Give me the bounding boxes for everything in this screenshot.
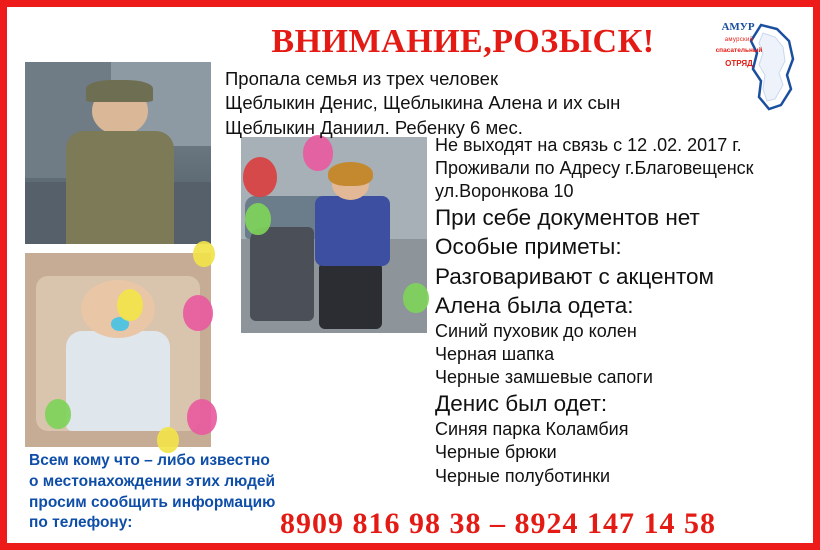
special-marks-value: Разговаривают с акцентом	[435, 263, 714, 289]
special-marks-header: Особые приметы:	[435, 234, 622, 260]
logo-sub-squad: ОТРЯД	[725, 59, 753, 68]
logo-sub-rescue: спасательный	[715, 47, 763, 54]
photo-woman-hair	[328, 162, 373, 186]
balloon-icon	[183, 295, 213, 331]
balloon-icon	[117, 289, 143, 321]
details-text	[435, 134, 815, 488]
balloon-icon	[193, 241, 215, 267]
missing-family-text	[225, 67, 625, 140]
appeal-line-1: Всем кому что – либо известно	[29, 452, 270, 469]
denis-clothing-item: Черные полуботинки	[435, 465, 611, 486]
photo-man-cap	[86, 80, 153, 102]
photo-missing-man	[25, 62, 211, 244]
balloon-icon	[243, 157, 277, 197]
alena-clothing-item: Черная шапка	[435, 344, 555, 365]
last-contact-line: Не выходят на связь с 12 .02. 2017 г.	[435, 135, 742, 155]
logo-sub-amurskiy: амурский	[724, 37, 754, 43]
photo-woman-shirt	[315, 196, 389, 267]
contact-phone-numbers: 8909 816 98 38 – 8924 147 14 58	[280, 507, 716, 540]
no-documents-line: При себе документов нет	[435, 205, 700, 231]
balloon-icon	[303, 135, 333, 171]
balloon-icon	[187, 399, 217, 435]
alena-clothing-item: Синий пуховик до колен	[435, 321, 637, 342]
denis-clothing-item: Черные брюки	[435, 442, 557, 463]
photo-woman-stroller	[250, 227, 313, 321]
photo-woman-pants	[319, 262, 382, 329]
photo-baby-body	[66, 331, 170, 432]
denis-clothing-item: Синяя парка Коламбия	[435, 419, 629, 440]
logo-name: АМУР	[721, 21, 755, 33]
missing-line-3: Щеблыкин Даниил. Ребенку 6 мес.	[225, 116, 523, 138]
balloon-icon	[157, 427, 179, 453]
alena-clothing-item: Черные замшевые сапоги	[435, 367, 653, 388]
balloon-icon	[403, 283, 429, 313]
balloon-icon	[45, 399, 71, 429]
amur-rescue-logo	[703, 19, 799, 115]
appeal-line-3: просим сообщить информацию	[29, 493, 276, 511]
missing-line-1: Пропала семья из трех человек	[225, 68, 499, 89]
photo-man-uniform	[66, 131, 174, 244]
balloon-icon	[245, 203, 271, 235]
appeal-line-4: по телефону:	[29, 514, 133, 532]
page-title: ВНИМАНИЕ,РОЗЫСК!	[271, 23, 655, 60]
address-line-2: ул.Воронкова 10	[435, 181, 574, 202]
alena-clothing-header: Алена была одета:	[435, 292, 634, 318]
denis-clothing-header: Денис был одет:	[435, 391, 608, 417]
address-line-1: Проживали по Адресу г.Благовещенск	[435, 158, 754, 179]
missing-line-2: Щеблыкин Денис, Щеблыкина Алена и их сын	[225, 92, 621, 114]
appeal-line-2: о местонахождении этих людей	[29, 472, 276, 490]
